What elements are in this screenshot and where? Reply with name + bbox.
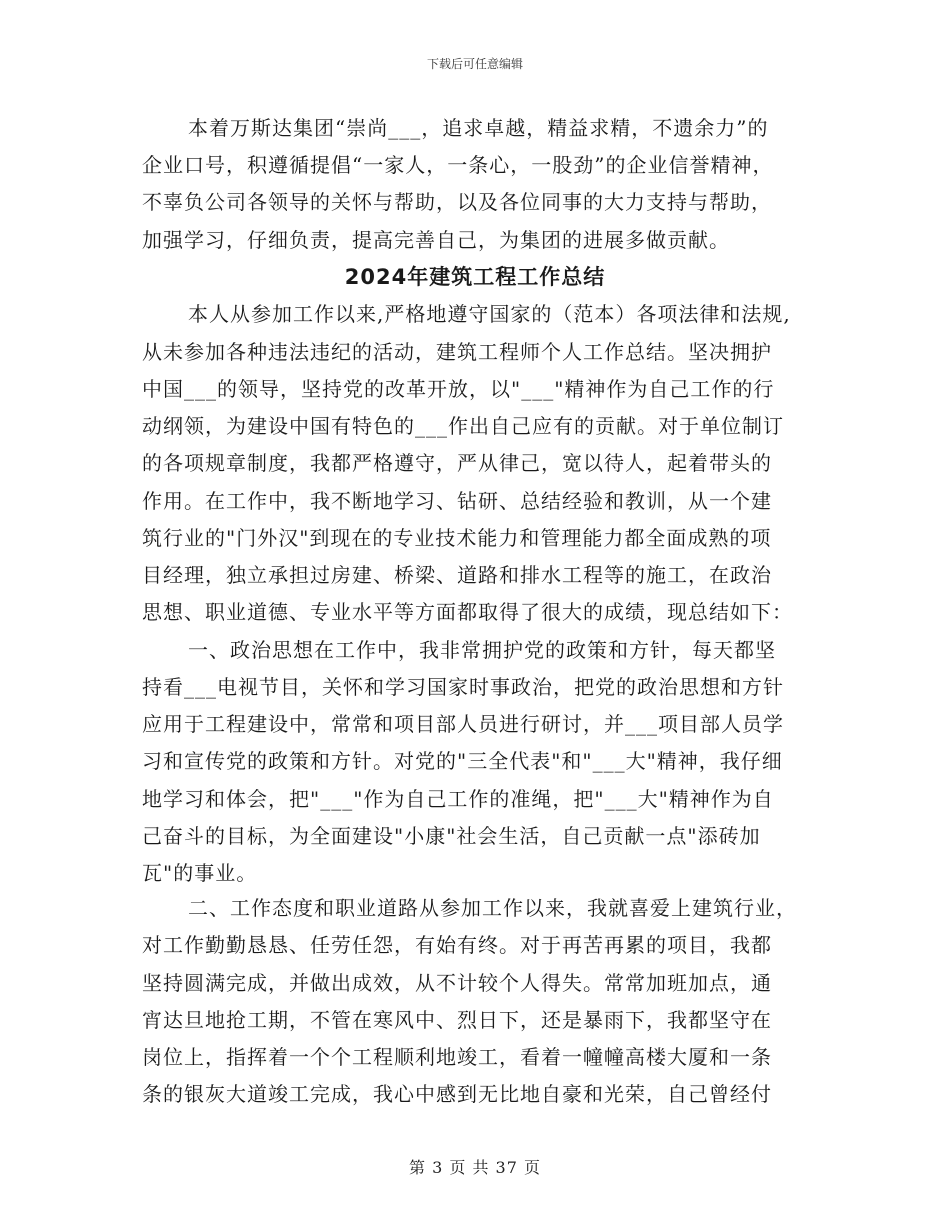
paragraph-line: 作用。在工作中，我不断地学习、钻研、总结经验和教训，从一个建	[142, 489, 772, 513]
header-note: 下载后可任意编辑	[426, 57, 523, 71]
paragraph-line: 动纲领，为建设中国有特色的___作出自己应有的贡献。对于单位制订	[142, 414, 784, 438]
paragraph-line: 条的银灰大道竣工完成，我心中感到无比地自豪和光荣，自己曾经付	[142, 1082, 772, 1106]
paragraph-line: 习和宣传党的政策和方针。对党的"三全代表"和"___大"精神，我仔细	[142, 749, 783, 773]
paragraph-line: 对工作勤勤恳恳、任劳任怨，有始有终。对于再苦再累的项目，我都	[142, 933, 772, 957]
intro-line: 本着万斯达集团“崇尚___，追求卓越，精益求精，不遗余力”的	[188, 116, 769, 140]
paragraph-line: 坚持圆满完成，并做出成效，从不计较个人得失。常常加班加点，通	[142, 971, 772, 995]
article-title: 2024年建筑工程工作总结	[344, 265, 606, 289]
paragraph-line: 的各项规章制度，我都严格遵守，严从律己，宽以待人，起着带头的	[142, 451, 772, 475]
intro-line: 企业口号，积遵循提倡“一家人，一条心，一股劲”的企业信誉精神，	[142, 153, 774, 177]
paragraph-line: 思想、职业道德、专业水平等方面都取得了很大的成绩，现总结如下：	[142, 600, 793, 624]
paragraph-line: 一、政治思想在工作中，我非常拥护党的政策和方针，每天都坚	[188, 638, 776, 662]
paragraph-line: 应用于工程建设中，常常和项目部人员进行研讨，并___项目部人员学	[142, 712, 784, 736]
paragraph-line: 二、工作态度和职业道路从参加工作以来，我就喜爱上建筑行业，	[188, 896, 797, 920]
paragraph-line: 筑行业的"门外汉"到现在的专业技术能力和管理能力都全面成熟的项	[142, 526, 772, 550]
page-number: 第 3 页 共 37 页	[409, 1158, 541, 1177]
paragraph-line: 本人从参加工作以来,严格地遵守国家的（范本）各项法律和法规,	[188, 302, 791, 326]
paragraph-line: 岗位上，指挥着一个个工程顺利地竣工，看着一幢幢高楼大厦和一条	[142, 1045, 772, 1069]
paragraph-line: 从未参加各种违法违纪的活动，建筑工程师个人工作总结。坚决拥护	[142, 340, 772, 364]
paragraph-line: 中国___的领导，坚持党的改革开放，以"___"精神作为自己工作的行	[142, 377, 775, 401]
paragraph-line: 己奋斗的目标，为全面建设"小康"社会生活，自己贡献一点"添砖加	[142, 824, 761, 848]
paragraph-line: 目经理，独立承担过房建、桥梁、道路和排水工程等的施工，在政治	[142, 563, 772, 587]
intro-line: 加强学习，仔细负责，提高完善自己，为集团的进展多做贡献。	[142, 228, 730, 252]
paragraph-line: 瓦"的事业。	[142, 861, 258, 885]
intro-line: 不辜负公司各领导的关怀与帮助，以及各位同事的大力支持与帮助，	[142, 190, 772, 214]
paragraph-line: 宵达旦地抢工期，不管在寒风中、烈日下，还是暴雨下，我都坚守在	[142, 1008, 772, 1032]
paragraph-line: 持看___电视节目，关怀和学习国家时事政治，把党的政治思想和方针	[142, 675, 784, 699]
paragraph-line: 地学习和体会，把"___"作为自己工作的准绳，把"___大"精神作为自	[142, 787, 774, 811]
